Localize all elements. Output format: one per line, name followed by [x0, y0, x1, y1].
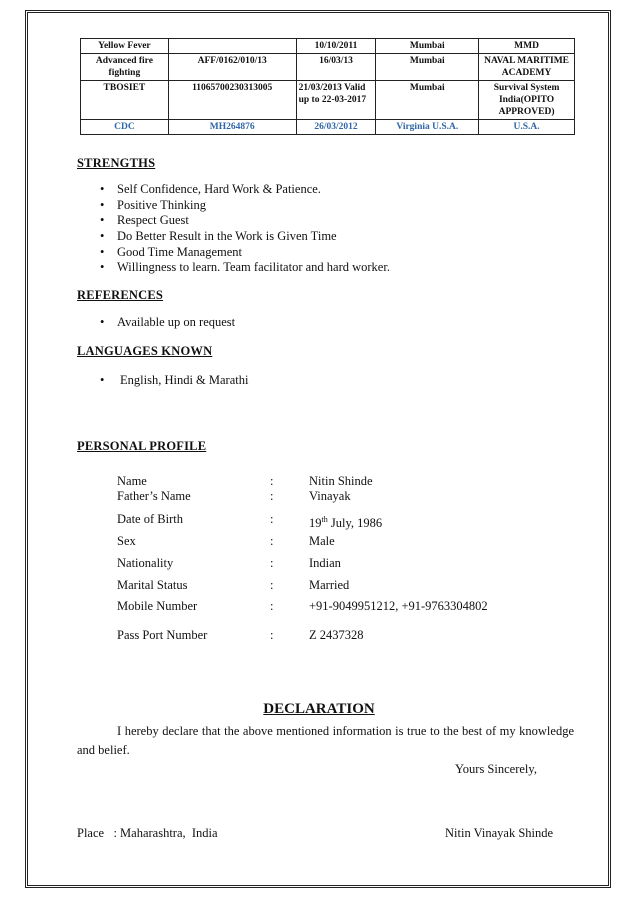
strengths-list	[100, 182, 390, 276]
list-item: • Good Time Management	[100, 244, 242, 259]
table-cell: U.S.A.	[479, 120, 575, 135]
personal-profile-heading: PERSONAL PROFILE	[77, 439, 207, 453]
languages-heading: LANGUAGES KNOWN	[77, 344, 213, 358]
references-heading: REFERENCES	[77, 288, 164, 302]
languages-list	[100, 373, 248, 389]
list-item: • Willingness to learn. Team facilitator and hard worker.	[100, 260, 390, 275]
declaration-text: I hereby declare that the above mentioned information is true to the best of my knowledge and belief.	[77, 724, 574, 757]
bullet-icon: •	[100, 260, 105, 275]
declaration-title: DECLARATION	[263, 701, 375, 717]
list-item: • Available up on request	[100, 315, 236, 329]
table-cell: 16/03/13	[296, 54, 376, 81]
table-cell: Advanced fire fighting	[81, 54, 169, 81]
table-cell: Mumbai	[376, 81, 479, 120]
table-cell: 21/03/2013 Valid up to 22-03-2017	[296, 81, 376, 120]
bullet-icon: •	[100, 244, 105, 259]
table-cell: 26/03/2012	[296, 120, 376, 135]
table-cell: CDC	[81, 120, 169, 135]
bullet-icon: •	[100, 373, 105, 387]
bullet-icon: •	[100, 197, 105, 212]
table-cell: Survival System India(OPITO APPROVED)	[479, 81, 575, 120]
references-list	[100, 315, 235, 331]
bullet-icon: •	[100, 182, 105, 196]
place-line: Place : Maharashtra, India	[77, 826, 218, 840]
list-item: • Do Better Result in the Work is Given Time	[100, 229, 337, 244]
table-cell: Yellow Fever	[81, 39, 169, 54]
table-row	[81, 81, 575, 120]
table-cell: Virginia U.S.A.	[376, 120, 479, 135]
table-cell	[168, 39, 296, 54]
list-item: • Self Confidence, Hard Work & Patience.	[100, 182, 321, 196]
table-cell: Mumbai	[376, 39, 479, 54]
list-item: • English, Hindi & Marathi	[100, 373, 249, 387]
table-cell: MMD	[479, 39, 575, 54]
table-cell: 11065700230313005	[168, 81, 296, 120]
table-row	[81, 39, 575, 54]
bullet-icon: •	[100, 229, 105, 244]
bullet-icon: •	[100, 213, 105, 228]
bullet-icon: •	[100, 315, 105, 329]
table-cell: 10/10/2011	[296, 39, 376, 54]
strengths-heading: STRENGTHS	[77, 156, 156, 170]
closing-line: Yours Sincerely,	[455, 762, 537, 776]
table-cell: AFF/0162/010/13	[168, 54, 296, 81]
table-cell: TBOSIET	[81, 81, 169, 120]
table-row	[81, 54, 575, 81]
table-cell: MH264876	[168, 120, 296, 135]
table-row	[81, 120, 575, 135]
list-item: • Positive Thinking	[100, 197, 207, 212]
list-item: • Respect Guest	[100, 213, 189, 228]
table-cell: Mumbai	[376, 54, 479, 81]
table-cell: NAVAL MARITIME ACADEMY	[479, 54, 575, 81]
signer-name: Nitin Vinayak Shinde	[445, 826, 554, 840]
certificates-table	[80, 38, 575, 135]
